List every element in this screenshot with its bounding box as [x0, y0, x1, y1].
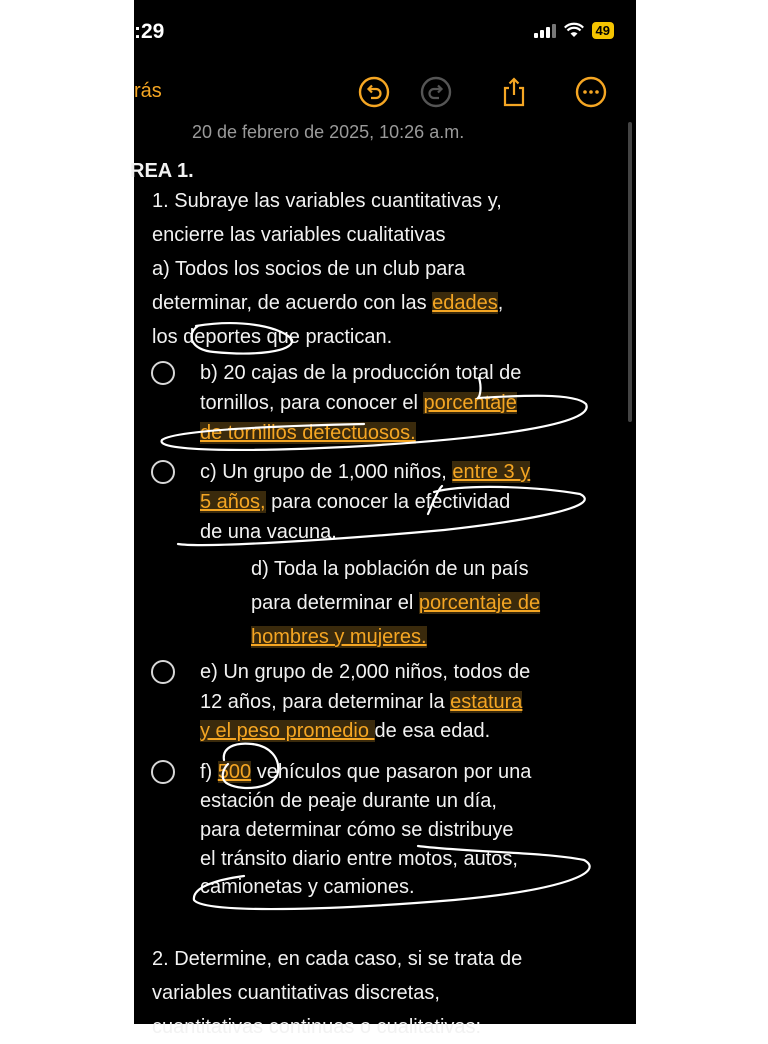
q2-line3: cuantitativas continuas o cualitativas: [152, 1016, 482, 1038]
wifi-icon [564, 23, 584, 38]
q1-d-line2 [251, 586, 540, 620]
text-segment: c) Un grupo de 1,000 niños, [200, 461, 453, 483]
text-segment: para conocer la efectividad [265, 491, 511, 513]
redo-icon[interactable] [420, 76, 452, 108]
q1-b-line1: b) 20 cajas de la producción total de [200, 362, 522, 384]
q1-c-line3: de una vacuna. [200, 521, 337, 543]
highlight-500: 500 [217, 761, 252, 783]
text-segment: 12 años, para determinar la [200, 691, 451, 713]
q1-b-line2 [200, 388, 517, 418]
text-segment: vehículos que pasaron por una [251, 761, 532, 783]
highlight-edades: edades [432, 292, 498, 314]
q1-e-line2 [200, 687, 522, 717]
q1-c-line2 [200, 487, 510, 517]
q1-e-line3 [200, 716, 490, 746]
q1-e-line1: e) Un grupo de 2,000 niños, todos de [200, 661, 531, 683]
highlight-estatura: estatura [450, 691, 523, 713]
checklist-circle-f[interactable] [151, 760, 175, 784]
battery-icon: 49 [592, 22, 614, 39]
undo-icon[interactable] [358, 76, 390, 108]
highlight-tornillos: de tornillos defectuosos. [200, 422, 416, 444]
q1-f-line5: camionetas y camiones. [200, 876, 415, 898]
text-segment: de esa edad. [374, 720, 491, 742]
status-time: :29 [134, 20, 165, 43]
q1-line2: encierre las variables cualitativas [152, 224, 446, 246]
q2-line2: variables cuantitativas discretas, [152, 982, 440, 1004]
highlight-porcentaje-de: porcentaje de [418, 592, 541, 614]
status-icons [534, 22, 614, 39]
text-segment: f) [200, 761, 218, 783]
share-icon[interactable] [498, 76, 530, 108]
checklist-circle-b[interactable] [151, 361, 175, 385]
highlight-anos: 5 años, [200, 491, 266, 513]
q1-f-line1 [200, 757, 531, 787]
highlight-hombres-mujeres: hombres y mujeres. [251, 626, 427, 648]
q1-f-line3: para determinar cómo se distribuye [200, 819, 514, 841]
highlight-porcentaje: porcentaje [423, 392, 517, 414]
more-icon[interactable] [575, 76, 607, 108]
back-button[interactable]: rás [134, 80, 162, 102]
checklist-circle-c[interactable] [151, 460, 175, 484]
checklist-circle-e[interactable] [151, 660, 175, 684]
q1-f-line2: estación de peaje durante un día, [200, 790, 497, 812]
q1-a-line1: a) Todos los socios de un club para [152, 258, 466, 280]
text-segment: para determinar el [251, 592, 419, 614]
q1-d-line1: d) Toda la población de un país [251, 558, 529, 580]
note-date: 20 de febrero de 2025, 10:26 a.m. [192, 122, 465, 142]
text-segment: tornillos, para conocer el [200, 392, 424, 414]
q1-f-line4: el tránsito diario entre motos, autos, [200, 848, 518, 870]
scrollbar[interactable] [628, 122, 632, 422]
text-segment: , [497, 292, 504, 314]
q1-line1: 1. Subraye las variables cuantitativas y, [152, 190, 502, 212]
cellular-signal-icon [534, 24, 556, 38]
q1-b-line3 [200, 418, 416, 448]
q1-a-line3: los deportes que practican. [152, 326, 393, 348]
text-segment: determinar, de acuerdo con las [152, 292, 433, 314]
note-title: REA 1. [130, 160, 194, 182]
highlight-edad-rango: entre 3 y [452, 461, 531, 483]
highlight-peso: y el peso promedio [200, 720, 375, 742]
q1-c-line1 [200, 457, 530, 487]
q2-line1: 2. Determine, en cada caso, si se trata de [152, 948, 523, 970]
phone-screen [130, 0, 636, 1038]
q1-a-line2 [152, 286, 503, 320]
q1-d-line3 [251, 620, 427, 654]
